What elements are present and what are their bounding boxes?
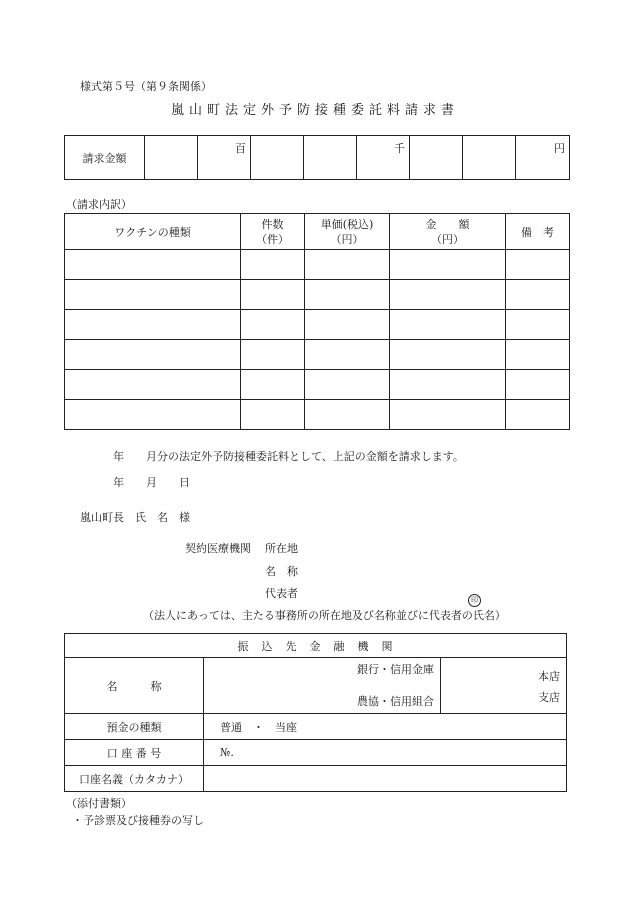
- cell-vaccine[interactable]: [65, 370, 241, 400]
- claim-amount-table: [64, 135, 570, 180]
- cell-amount[interactable]: [390, 250, 506, 280]
- provider-address-label: 所在地: [265, 542, 298, 555]
- provider-name-label: 名 称: [265, 565, 298, 578]
- cell-vaccine[interactable]: [65, 400, 241, 430]
- cell-price[interactable]: [305, 400, 390, 430]
- unit-yen: 円: [554, 142, 565, 155]
- cell-count[interactable]: [241, 310, 305, 340]
- unit-thousand: 千: [394, 142, 405, 155]
- cell-count[interactable]: [241, 370, 305, 400]
- breakdown-label: （請求内訳）: [66, 198, 132, 211]
- table-row: [65, 280, 570, 310]
- cell-remarks[interactable]: [506, 340, 570, 370]
- date-line: 年 月 日: [113, 476, 190, 489]
- digit-cell[interactable]: [516, 136, 570, 180]
- table-row: [65, 250, 570, 280]
- digit-cell[interactable]: [251, 136, 304, 180]
- header-remarks: 備 考: [506, 214, 570, 250]
- branch-1: 本店: [538, 670, 560, 683]
- page-title: 嵐山町法定外予防接種委託料請求書: [171, 103, 460, 118]
- cell-amount[interactable]: [390, 310, 506, 340]
- header-count-label: 件数: [261, 217, 284, 231]
- cell-count[interactable]: [241, 250, 305, 280]
- table-row: [65, 370, 570, 400]
- provider-rep-label: 代表者: [265, 587, 298, 600]
- account-type-value[interactable]: 普通 ・ 当座: [204, 714, 567, 740]
- table-row: [65, 310, 570, 340]
- cell-count[interactable]: [241, 340, 305, 370]
- cell-amount[interactable]: [390, 370, 506, 400]
- digit-cell[interactable]: [145, 136, 198, 180]
- cell-price[interactable]: [305, 340, 390, 370]
- attachments-item: ・予診票及び接種券の写し: [72, 814, 204, 827]
- attachments-label: （添付書類）: [66, 797, 132, 810]
- header-price: [305, 214, 390, 250]
- cell-amount[interactable]: [390, 280, 506, 310]
- table-row: [65, 400, 570, 430]
- header-count-unit: （件）: [256, 232, 289, 246]
- digit-cell[interactable]: [463, 136, 516, 180]
- bank-type-1: 銀行・信用金庫: [357, 663, 434, 676]
- cell-remarks[interactable]: [506, 250, 570, 280]
- provider-org-label: 契約医療機関: [185, 542, 251, 555]
- header-count: [241, 214, 305, 250]
- digit-cell[interactable]: [198, 136, 251, 180]
- bank-name-label: 名 称: [65, 658, 204, 714]
- bank-type-2: 農協・信用組合: [357, 695, 434, 708]
- header-vaccine: ワクチンの種類: [65, 214, 241, 250]
- header-amount-label: 金 額: [425, 217, 470, 231]
- bank-header: 振 込 先 金 融 機 関: [65, 634, 567, 658]
- cell-amount[interactable]: [390, 340, 506, 370]
- cell-price[interactable]: [305, 250, 390, 280]
- unit-hundred: 百: [235, 142, 246, 155]
- cell-vaccine[interactable]: [65, 310, 241, 340]
- cell-vaccine[interactable]: [65, 340, 241, 370]
- cell-price[interactable]: [305, 370, 390, 400]
- cell-vaccine[interactable]: [65, 250, 241, 280]
- branch-field[interactable]: [441, 658, 567, 714]
- table-row: [65, 340, 570, 370]
- cell-amount[interactable]: [390, 400, 506, 430]
- statement-text: 年 月分の法定外予防接種委託料として、上記の金額を請求します。: [113, 450, 464, 463]
- bank-table: [64, 633, 567, 792]
- account-number-label: 口 座 番 号: [65, 740, 204, 766]
- seal-mark: [468, 587, 481, 607]
- breakdown-table: [64, 213, 570, 430]
- cell-remarks[interactable]: [506, 280, 570, 310]
- cell-count[interactable]: [241, 400, 305, 430]
- cell-vaccine[interactable]: [65, 280, 241, 310]
- account-holder-field[interactable]: [204, 766, 567, 792]
- cell-remarks[interactable]: [506, 370, 570, 400]
- form-number: 様式第５号（第９条関係）: [80, 80, 212, 93]
- cell-price[interactable]: [305, 280, 390, 310]
- cell-price[interactable]: [305, 310, 390, 340]
- digit-cell[interactable]: [410, 136, 463, 180]
- digit-cell[interactable]: [357, 136, 410, 180]
- header-price-label: 単価(税込): [320, 217, 374, 231]
- header-amount-unit: （円）: [431, 232, 464, 246]
- claim-amount-label: 請求金額: [65, 136, 145, 180]
- digit-cell[interactable]: [304, 136, 357, 180]
- cell-count[interactable]: [241, 280, 305, 310]
- header-amount: [390, 214, 506, 250]
- account-holder-label: 口座名義（カタカナ）: [65, 766, 204, 792]
- cell-remarks[interactable]: [506, 400, 570, 430]
- header-price-unit: （円）: [330, 232, 364, 246]
- account-type-label: 預金の種類: [65, 714, 204, 740]
- bank-name-field[interactable]: [204, 658, 441, 714]
- cell-remarks[interactable]: [506, 310, 570, 340]
- seal-icon: 印: [468, 594, 481, 607]
- account-number-field[interactable]: №.: [204, 740, 567, 766]
- addressee: 嵐山町長 氏 名 様: [80, 511, 190, 524]
- corporation-note: （法人にあっては、主たる事務所の所在地及び名称並びに代表者の氏名）: [143, 609, 506, 622]
- branch-2: 支店: [538, 691, 560, 704]
